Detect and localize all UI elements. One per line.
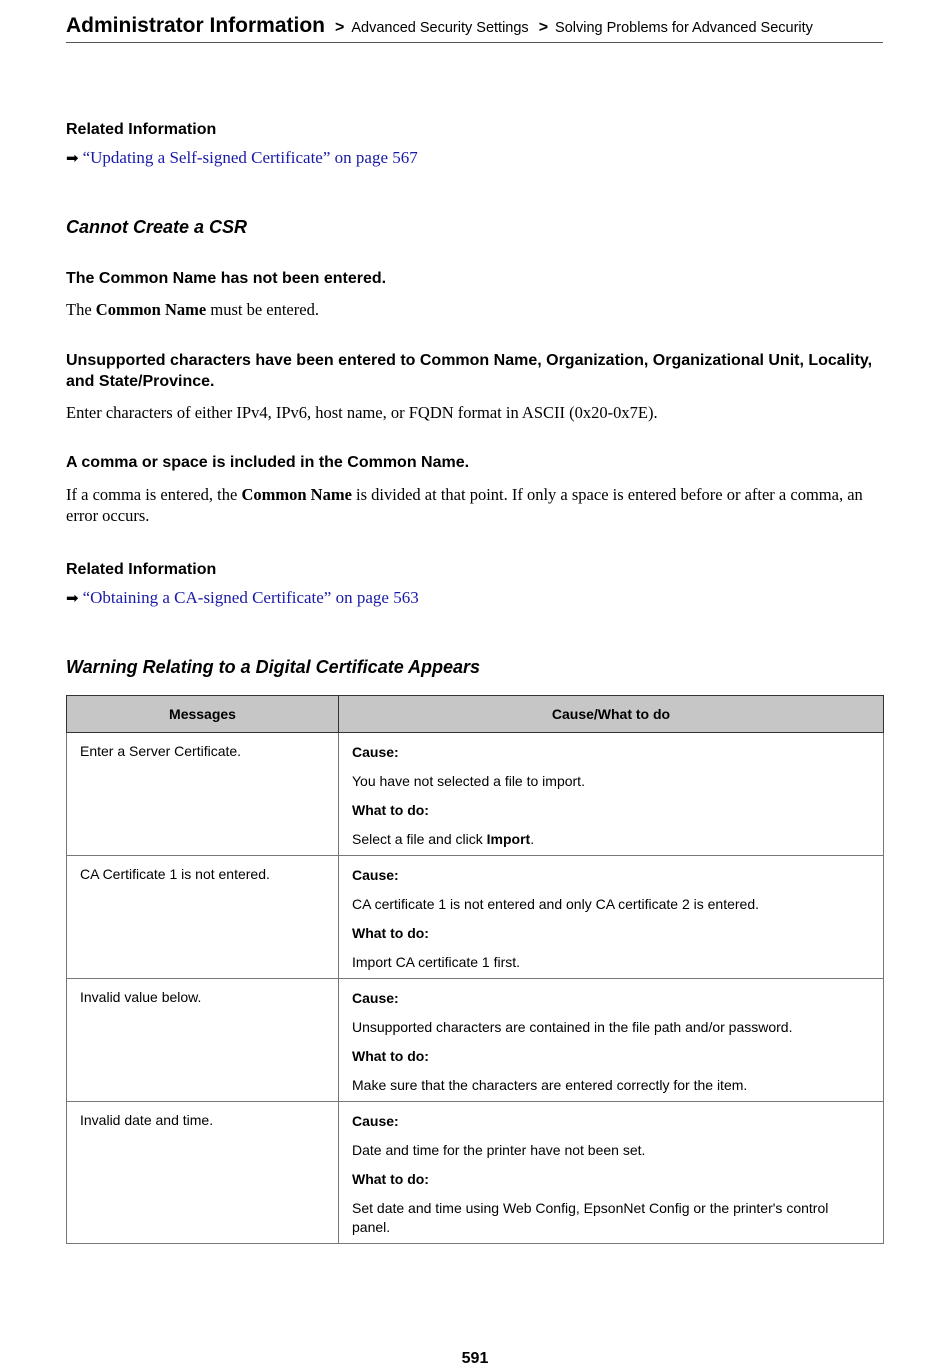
- cause-cell: [339, 733, 884, 856]
- table-header-row: [67, 696, 884, 733]
- text: is divided at that point. If only a space is entered before or after a comma, an error occurs.: [66, 485, 863, 525]
- cause-cell: [339, 979, 884, 1102]
- messages-table: [66, 695, 884, 1244]
- related-information-heading: Related Information: [66, 561, 217, 578]
- cause-label: Cause:: [352, 1113, 399, 1129]
- todo-text: Import CA certificate 1 first.: [352, 954, 521, 970]
- message-cell: Enter a Server Certificate.: [67, 733, 339, 856]
- term-common-name: Common Name: [241, 485, 352, 504]
- paragraph-ascii-format: Enter characters of either IPv4, IPv6, host name, or FQDN format in ASCII (0x20-0x7E).: [66, 403, 658, 422]
- cause-text: Date and time for the printer have not been set.: [352, 1142, 646, 1158]
- cause-cell: [339, 1102, 884, 1244]
- todo-text: Make sure that the characters are entered correctly for the item.: [352, 1077, 748, 1093]
- message-cell: Invalid date and time.: [67, 1102, 339, 1244]
- link-updating-self-signed-certificate[interactable]: “Updating a Self-signed Certificate” on page 567: [82, 148, 418, 167]
- subheading-unsupported-characters: Unsupported characters have been entered to Common Name, Organization, Organizational Unit, Locality, and State/Province.: [66, 352, 873, 390]
- subheading-comma-or-space: A comma or space is included in the Common Name.: [66, 454, 470, 471]
- cause-label: Cause:: [352, 744, 399, 760]
- cause-label: Cause:: [352, 867, 399, 883]
- todo-text: Set date and time using Web Config, EpsonNet Config or the printer's control panel.: [352, 1200, 829, 1235]
- term-import: Import: [486, 831, 531, 847]
- table-row: [67, 733, 884, 856]
- text: must be entered.: [206, 300, 319, 319]
- todo-label: What to do:: [352, 1048, 429, 1064]
- section-title-cannot-create-csr: Cannot Create a CSR: [66, 217, 248, 237]
- column-header-cause: Cause/What to do: [339, 696, 884, 733]
- message-cell: Invalid value below.: [67, 979, 339, 1102]
- todo-label: What to do:: [352, 1171, 429, 1187]
- paragraph-common-name-required: [66, 299, 883, 320]
- arrow-right-icon: ➡: [66, 589, 79, 607]
- text: The: [66, 300, 96, 319]
- cause-text: Unsupported characters are contained in the file path and/or password.: [352, 1019, 793, 1035]
- arrow-right-icon: ➡: [66, 149, 79, 167]
- breadcrumb-separator: >: [335, 19, 345, 36]
- link-obtaining-ca-signed-certificate[interactable]: “Obtaining a CA-signed Certificate” on page 563: [82, 588, 419, 607]
- todo-label: What to do:: [352, 925, 429, 941]
- todo-label: What to do:: [352, 802, 429, 818]
- message-cell: CA Certificate 1 is not entered.: [67, 856, 339, 979]
- related-link-row: [66, 148, 418, 168]
- cause-label: Cause:: [352, 990, 399, 1006]
- table-row: [67, 856, 884, 979]
- breadcrumb-advanced-security[interactable]: Advanced Security Settings: [351, 20, 529, 36]
- cause-text: You have not selected a file to import.: [352, 773, 585, 789]
- text: .: [530, 831, 535, 847]
- cause-cell: [339, 856, 884, 979]
- header-title: Administrator Information: [66, 14, 326, 37]
- page-number: 591: [461, 1350, 489, 1367]
- term-common-name: Common Name: [95, 300, 207, 319]
- related-link-row: [66, 588, 419, 608]
- text: Select a file and click: [352, 831, 487, 847]
- page-header: [66, 14, 883, 43]
- table-row: [67, 979, 884, 1102]
- cause-text: CA certificate 1 is not entered and only CA certificate 2 is entered.: [352, 896, 759, 912]
- breadcrumb-solving-problems[interactable]: Solving Problems for Advanced Security: [555, 20, 813, 36]
- table-row: [67, 1102, 884, 1244]
- breadcrumb-separator: >: [538, 19, 549, 36]
- related-information-heading: Related Information: [66, 121, 217, 138]
- todo-text: [352, 830, 870, 849]
- section-title-warning-digital-certificate: Warning Relating to a Digital Certificate Appears: [66, 657, 481, 677]
- subheading-common-name-not-entered: The Common Name has not been entered.: [66, 270, 387, 287]
- text: If a comma is entered, the: [66, 485, 242, 504]
- paragraph-comma-divides: [66, 484, 883, 526]
- column-header-messages: Messages: [67, 696, 339, 733]
